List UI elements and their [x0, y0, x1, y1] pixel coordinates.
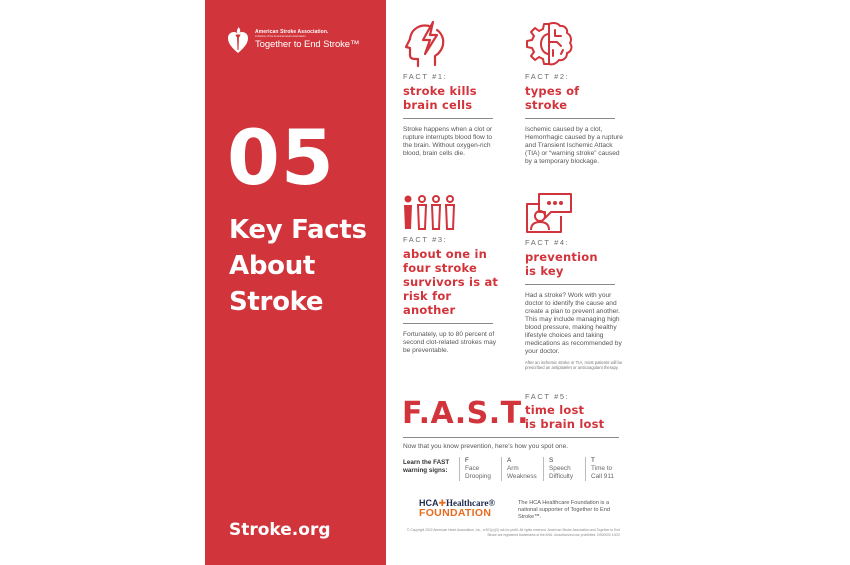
- sign-text: Speech: [549, 465, 571, 472]
- four-people-icon: [403, 195, 459, 231]
- fact-5: [525, 392, 625, 431]
- fact-3: [403, 195, 503, 355]
- heading-line: stroke: [525, 98, 568, 112]
- fact-heading: [403, 84, 503, 112]
- fact-heading: [525, 250, 625, 278]
- hca-cross-icon: ✚: [438, 498, 447, 508]
- divider: [403, 437, 619, 438]
- gear-brain-icon: [525, 20, 575, 68]
- big-number: 05: [227, 113, 335, 202]
- spot-text: Now that you know prevention, here's how you spot one.: [403, 443, 569, 450]
- fact-label: FACT #1:: [403, 72, 448, 81]
- sign-text: Difficulty: [549, 473, 574, 480]
- heading-line: prevention: [525, 250, 598, 264]
- hca-foundation-word: FOUNDATION: [419, 507, 492, 519]
- fact-body: Fortunately, up to 80 percent of second clot-related strokes may be preventable.: [403, 331, 497, 354]
- hca-foundation-logo: [419, 498, 495, 519]
- divider: [403, 118, 493, 119]
- hca-name: HCA: [419, 498, 439, 508]
- fact-heading: [525, 403, 625, 431]
- fact-2: [525, 20, 625, 166]
- fact-label: FACT #3:: [403, 235, 448, 244]
- divider: [403, 323, 493, 324]
- fact-heading: [525, 84, 625, 112]
- sign-text: Arm: [507, 465, 519, 472]
- signs-label-line: warning signs:: [403, 467, 448, 474]
- heading-line: brain cells: [403, 98, 473, 112]
- heading-line: about one in: [403, 247, 488, 261]
- fast-warning-signs: [403, 457, 627, 481]
- left-red-panel: [205, 0, 386, 565]
- heading-line: time lost: [525, 403, 585, 417]
- sponsor-description: The HCA Healthcare Foundation is a national supporter of Together to End Stroke™.: [518, 500, 610, 520]
- heading-line: types of: [525, 84, 580, 98]
- copyright-text: © Copyright 2022 American Heart Association, Inc., a 501(c)(3) not-for-profit. All rights reserved. American Stroke Association and Together to End Stroke are registered trademarks of the AHA. Unauthorized use prohibited. DS00000 10/22: [406, 528, 620, 537]
- sign-text: Call 911: [591, 473, 614, 480]
- sign-arm: [501, 457, 543, 481]
- logo-tagline: Together to End Stroke™: [255, 38, 360, 50]
- fact-body: Ischemic caused by a clot, Hemorrhagic caused by a rupture and Transient Ischemic Attack (TIA) or “warning stroke” caused by a temporary blockage.: [525, 126, 623, 165]
- doctor-chat-icon: [525, 192, 573, 234]
- sign-text: Face: [465, 465, 480, 472]
- website-link[interactable]: Stroke.org: [229, 520, 331, 540]
- heart-torch-icon: [227, 24, 249, 54]
- sign-text: Time to: [591, 465, 613, 472]
- sign-time: [585, 457, 627, 481]
- page-title: [229, 212, 367, 320]
- sign-text: Weakness: [507, 473, 537, 480]
- fast-acronym: F.A.S.T.: [402, 396, 529, 431]
- sign-text: Drooping: [465, 473, 491, 480]
- hca-healthcare: Healthcare®: [446, 498, 496, 508]
- fact-body: Had a stroke? Work with your doctor to identify the cause and create a plan to prevent another. This may include managing high blood pressure, making healthy lifestyle choices and taking medications as recommended by your doctor.: [525, 292, 622, 355]
- logo-subtitle: A division of the American Heart Association.: [255, 34, 307, 38]
- fact-label: FACT #4:: [525, 238, 570, 247]
- fact-label: FACT #2:: [525, 72, 570, 81]
- divider: [525, 118, 615, 119]
- title-line: Key Facts: [229, 215, 367, 245]
- asa-logo: [227, 24, 359, 54]
- heading-line: is brain lost: [525, 417, 605, 431]
- title-line: Stroke: [229, 287, 324, 317]
- heading-line: risk for another: [403, 289, 456, 317]
- fact-label: FACT #5:: [525, 392, 570, 401]
- sign-face: [459, 457, 501, 481]
- title-line: About: [229, 251, 316, 281]
- sign-letter: S: [549, 457, 554, 464]
- logo-org-name: American Stroke Association.: [255, 28, 329, 35]
- fact-note: After an ischemic stroke or TIA, most patients will be prescribed an antiplatelet or anticoagulant therapy.: [525, 360, 623, 371]
- heading-line: stroke kills: [403, 84, 477, 98]
- sign-letter: F: [465, 457, 469, 464]
- signs-label-line: Learn the FAST: [403, 459, 450, 466]
- heading-line: is key: [525, 264, 564, 278]
- stroke-facts-flyer: [205, 0, 635, 565]
- heading-line: four stroke: [403, 261, 478, 275]
- divider: [525, 284, 615, 285]
- signs-label: [403, 459, 459, 475]
- head-lightning-icon: [403, 20, 447, 68]
- fact-body: Stroke happens when a clot or rupture interrupts blood flow to the brain. Without oxygen-rich blood, brain cells die.: [403, 126, 493, 157]
- sign-letter: A: [507, 457, 512, 464]
- fact-1: [403, 20, 503, 158]
- fact-4: [525, 192, 625, 371]
- fact-heading: [403, 247, 503, 317]
- sign-letter: T: [591, 457, 595, 464]
- sign-speech: [543, 457, 585, 481]
- heading-line: survivors is at: [403, 275, 499, 289]
